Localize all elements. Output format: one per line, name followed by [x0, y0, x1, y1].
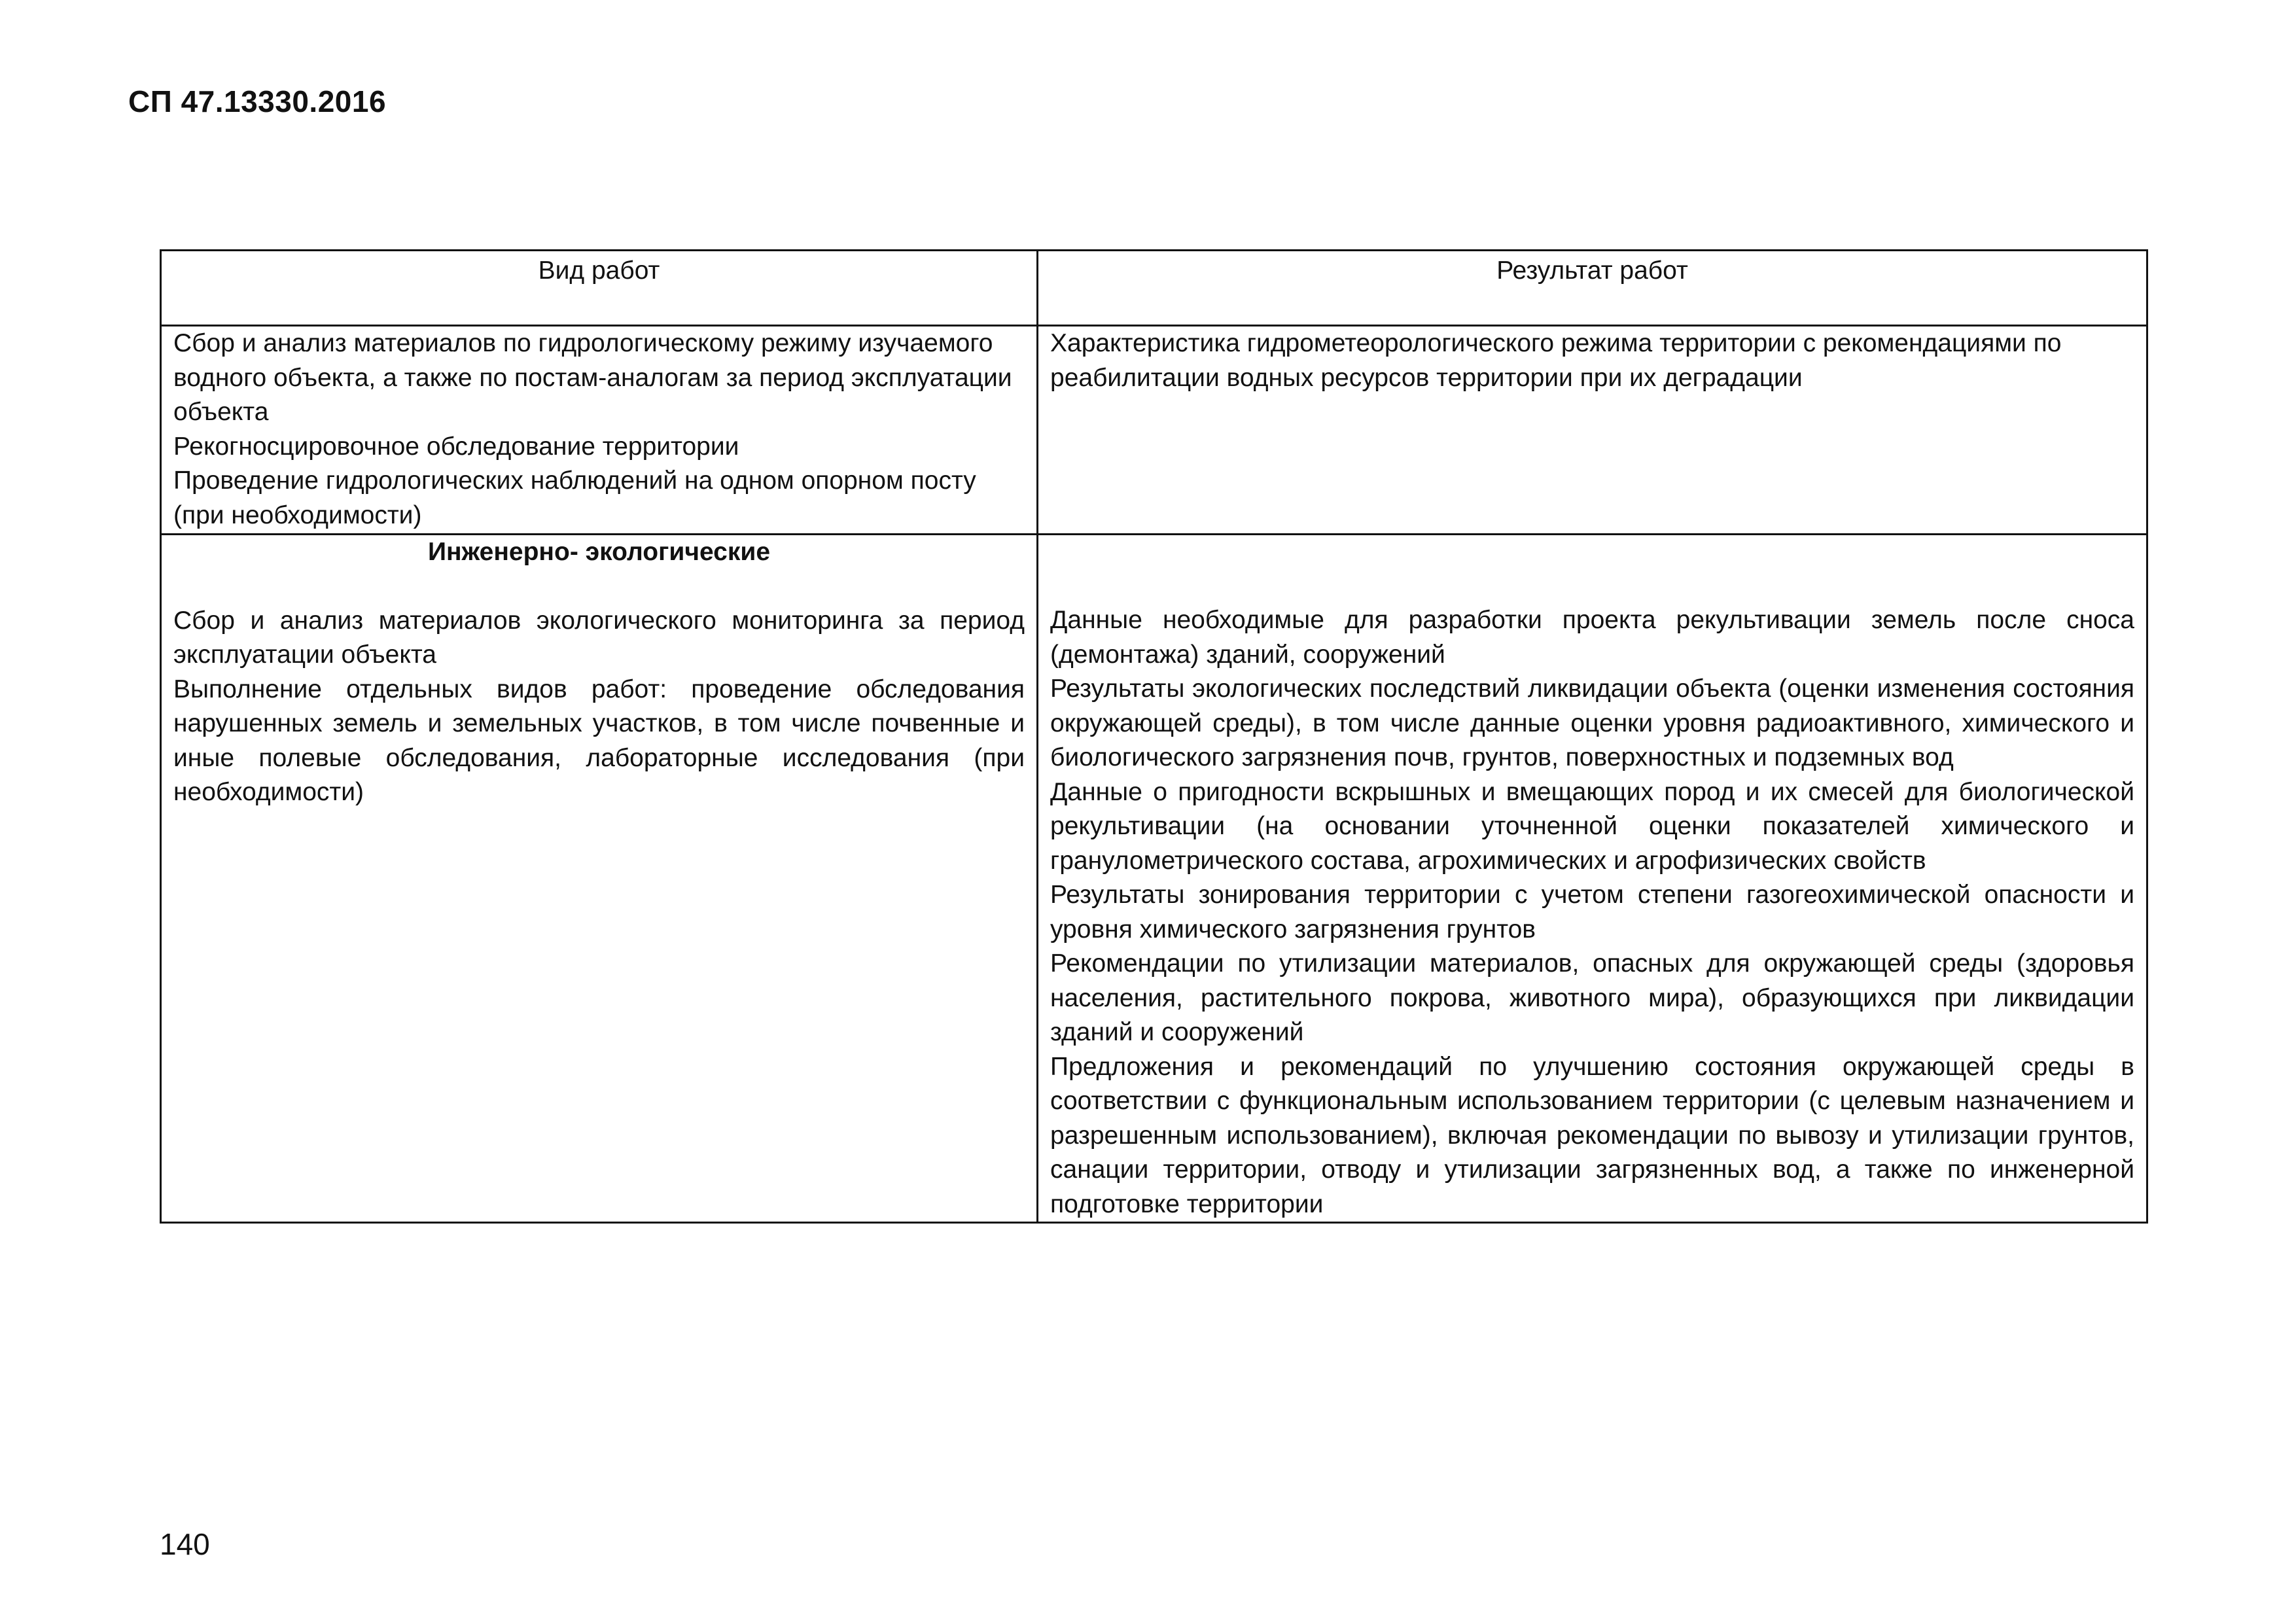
work-item: Сбор и анализ материалов экологического мониторинга за период эксплуатации объекта [173, 606, 1025, 669]
page-number: 140 [160, 1527, 210, 1561]
section-title: Инженерно- экологические [427, 538, 771, 566]
work-result-cell [1038, 535, 2147, 1223]
table-row [161, 326, 2147, 535]
result-item: Результаты зонирования территории с учетом степени газогеохимической опасности и уровня химического загрязнения грунтов [1050, 881, 2134, 943]
document-code: СП 47.13330.2016 [128, 84, 387, 118]
work-result-cell [1038, 326, 2147, 535]
result-item: Характеристика гидрометеорологического режима территории с рекомендациями по реабилитации водных ресурсов территории при их деградации [1050, 329, 2062, 392]
work-item: Рекогносцировочное обследование территории [173, 432, 739, 461]
result-item: Результаты экологических последствий ликвидации объекта (оценки изменения состояния окружающей среды), в том числе данные оценки уровня радиоактивного, химического и биологического загрязнения почв, грунтов, поверхностных и подземных вод [1050, 675, 2134, 771]
column-header-work-type: Вид работ [161, 251, 1038, 326]
table-header-row [161, 251, 2147, 326]
work-item: Выполнение отдельных видов работ: проведение обследования нарушенных земель и земельных участков, в том числе почвенные и иные полевые обследования, лабораторные исследования (при необходимости) [173, 675, 1025, 806]
result-item: Данные о пригодности вскрышных и вмещающих пород и их смесей для биологической рекультивации (на основании уточненной оценки показателей химического и гранулометрического состава, агрохимических и агрофизических свойств [1050, 777, 2134, 875]
work-type-cell [161, 326, 1038, 535]
work-item: Проведение гидрологических наблюдений на одном опорном посту (при необходимости) [173, 467, 976, 529]
column-header-work-result: Результат работ [1038, 251, 2147, 326]
table-row [161, 535, 2147, 1223]
works-table [160, 249, 2148, 1224]
result-item: Предложения и рекомендаций по улучшению состояния окружающей среды в соответствии с функциональным использованием территории (с целевым назначением и разрешенным использованием), включая рекомендации по вывозу и утилизации грунтов, санации территории, отводу и утилизации загрязненных вод, а также по инженерной подготовке территории [1050, 1052, 2134, 1218]
result-item: Рекомендации по утилизации материалов, опасных для окружающей среды (здоровья населения, растительного покрова, животного мира), образующихся при ликвидации зданий и сооружений [1050, 949, 2134, 1046]
work-type-cell [161, 535, 1038, 1223]
result-item: Данные необходимые для разработки проекта рекультивации земель после сноса (демонтажа) зданий, сооружений [1050, 606, 2134, 669]
work-item: Сбор и анализ материалов по гидрологическому режиму изучаемого водного объекта, а также по постам-аналогам за период эксплуатации объекта [173, 329, 1012, 426]
